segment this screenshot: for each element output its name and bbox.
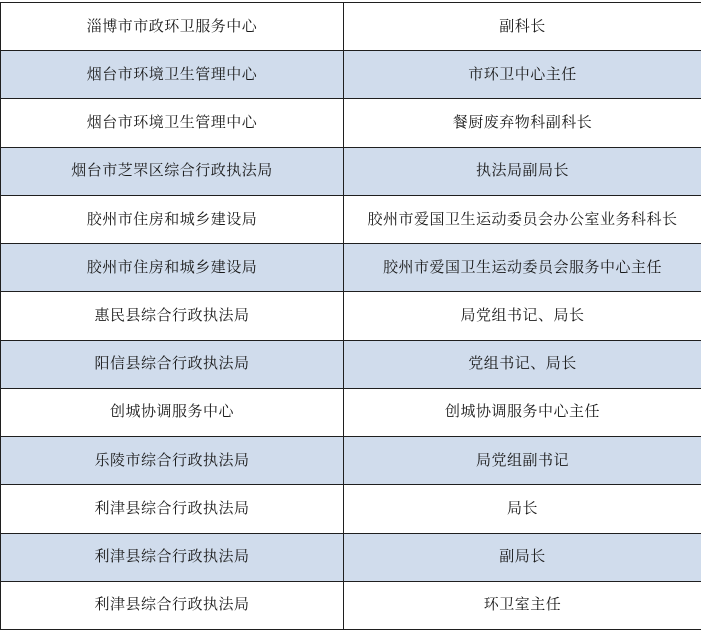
unit-text: 烟台市芝罘区综合行政执法局 [71, 162, 273, 180]
unit-text: 利津县综合行政执法局 [94, 548, 250, 566]
table-row [1, 437, 701, 485]
unit-cell [1, 582, 344, 629]
table-row [1, 341, 701, 389]
unit-text: 烟台市环境卫生管理中心 [86, 114, 258, 132]
position-cell [344, 148, 701, 195]
table-row [1, 244, 701, 292]
position-text: 局党组书记、局长 [460, 307, 585, 325]
unit-text: 乐陵市综合行政执法局 [94, 451, 250, 469]
table-row [1, 534, 701, 582]
unit-text: 烟台市环境卫生管理中心 [86, 65, 258, 83]
position-cell [344, 196, 701, 243]
unit-cell [1, 148, 344, 195]
position-text: 副局长 [499, 548, 546, 566]
position-cell [344, 99, 701, 146]
unit-text: 胶州市住房和城乡建设局 [86, 210, 258, 228]
unit-text: 胶州市住房和城乡建设局 [86, 258, 258, 276]
unit-text: 惠民县综合行政执法局 [94, 307, 250, 325]
position-text: 胶州市爱国卫生运动委员会办公室业务科科长 [367, 210, 678, 228]
unit-text: 创城协调服务中心 [109, 403, 234, 421]
table-row [1, 51, 701, 99]
position-cell [344, 3, 701, 50]
unit-cell [1, 196, 344, 243]
position-cell [344, 437, 701, 484]
position-text: 市环卫中心主任 [468, 65, 577, 83]
unit-text: 利津县综合行政执法局 [94, 596, 250, 614]
table-row [1, 292, 701, 340]
position-text: 执法局副局长 [475, 162, 569, 180]
table-row [1, 3, 701, 51]
position-text: 局党组副书记 [475, 451, 569, 469]
position-cell [344, 389, 701, 436]
unit-cell [1, 51, 344, 98]
table-row [1, 582, 701, 629]
unit-cell [1, 244, 344, 291]
position-text: 胶州市爱国卫生运动委员会服务中心主任 [382, 258, 662, 276]
unit-position-table [0, 2, 701, 630]
table-row [1, 99, 701, 147]
table-row [1, 485, 701, 533]
unit-text: 利津县综合行政执法局 [94, 499, 250, 517]
position-text: 局长 [506, 499, 538, 517]
table-body [1, 3, 701, 629]
table-row [1, 389, 701, 437]
unit-cell [1, 3, 344, 50]
unit-text: 淄博市市政环卫服务中心 [86, 17, 258, 35]
table-row [1, 196, 701, 244]
position-text: 环卫室主任 [483, 596, 562, 614]
position-text: 餐厨废弃物科副科长 [452, 114, 593, 132]
unit-cell [1, 485, 344, 532]
unit-cell [1, 99, 344, 146]
position-cell [344, 51, 701, 98]
unit-text: 阳信县综合行政执法局 [94, 355, 250, 373]
position-text: 党组书记、局长 [468, 355, 577, 373]
unit-cell [1, 389, 344, 436]
position-text: 创城协调服务中心主任 [444, 403, 600, 421]
unit-cell [1, 292, 344, 339]
position-cell [344, 582, 701, 629]
unit-cell [1, 534, 344, 581]
position-cell [344, 244, 701, 291]
unit-cell [1, 341, 344, 388]
table-row [1, 148, 701, 196]
position-text: 副科长 [499, 17, 546, 35]
unit-cell [1, 437, 344, 484]
position-cell [344, 485, 701, 532]
position-cell [344, 341, 701, 388]
position-cell [344, 534, 701, 581]
position-cell [344, 292, 701, 339]
